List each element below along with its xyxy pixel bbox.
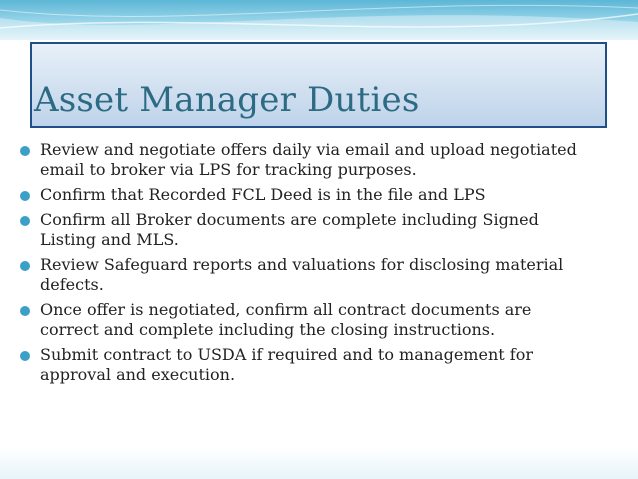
bullet-text: Review and negotiate offers daily via email and upload negotiated email to broker via LPS for tracking purposes.	[40, 140, 577, 179]
list-item	[0, 345, 638, 385]
bullet-icon	[20, 306, 30, 316]
bullet-icon	[20, 216, 30, 226]
bullet-icon	[20, 191, 30, 201]
list-item	[0, 210, 638, 250]
top-decorative-band	[0, 0, 638, 40]
bullet-text: Submit contract to USDA if required and to management for approval and execution.	[40, 345, 533, 384]
bullet-icon	[20, 146, 30, 156]
list-item	[0, 300, 638, 340]
wave-decoration	[0, 0, 638, 40]
title-box	[30, 42, 607, 128]
bullet-icon	[20, 351, 30, 361]
bullet-icon	[20, 261, 30, 271]
bottom-decorative-band	[0, 448, 638, 479]
page-title: Asset Manager Duties	[34, 80, 420, 120]
bullet-text: Confirm that Recorded FCL Deed is in the file and LPS	[40, 185, 486, 204]
bullet-text: Confirm all Broker documents are complete including Signed Listing and MLS.	[40, 210, 539, 249]
list-item	[0, 140, 638, 180]
bullet-list	[0, 140, 638, 390]
bullet-text: Review Safeguard reports and valuations for disclosing material defects.	[40, 255, 564, 294]
list-item	[0, 255, 638, 295]
list-item	[0, 185, 638, 205]
bullet-text: Once offer is negotiated, confirm all contract documents are correct and complete including the closing instructions.	[40, 300, 532, 339]
